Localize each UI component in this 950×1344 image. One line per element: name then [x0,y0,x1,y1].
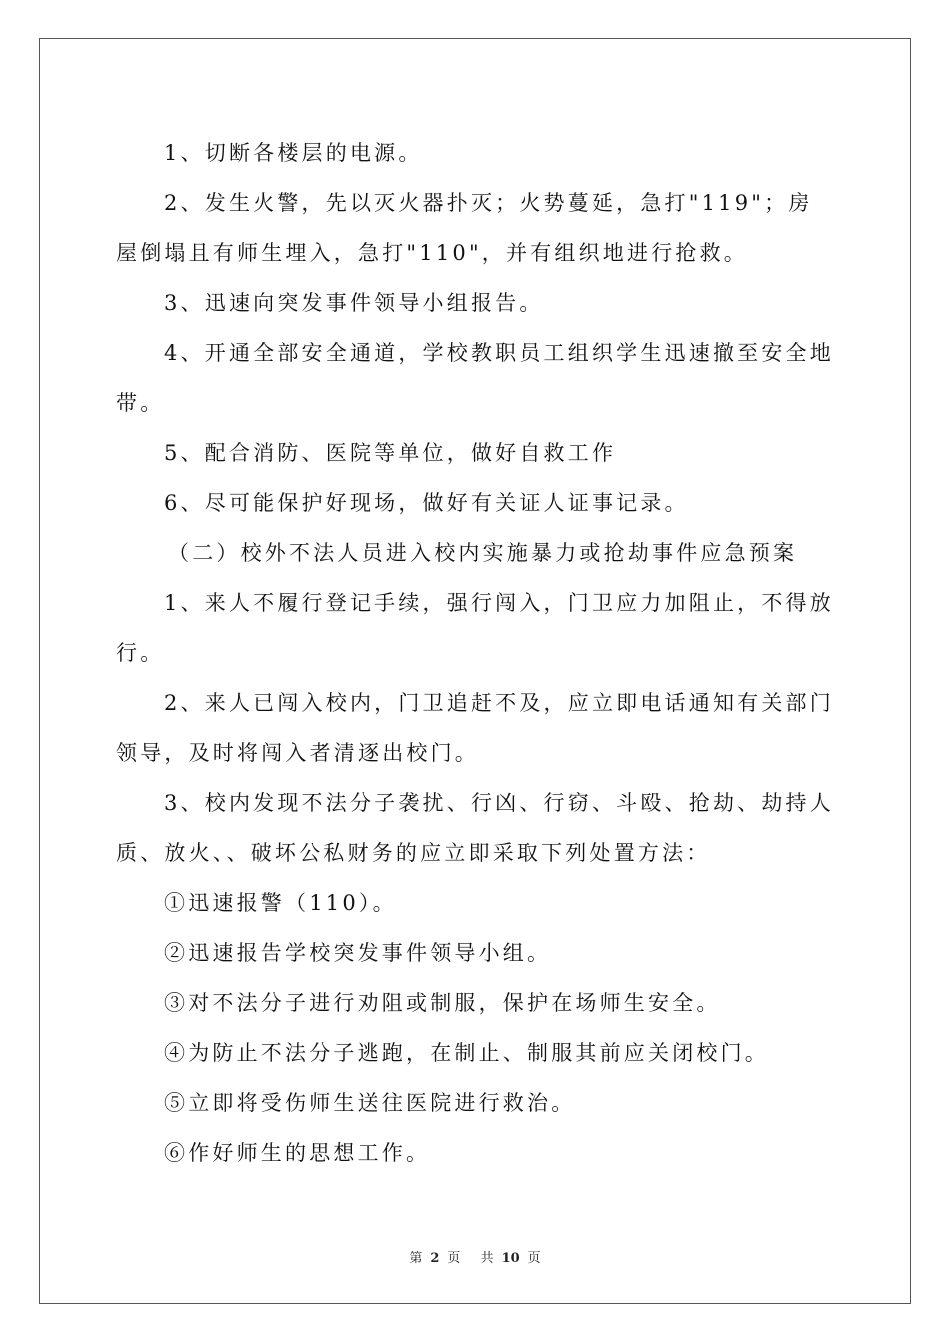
page-footer [0,1247,950,1266]
paragraph-9: 2、来人已闯入校内，门卫追赶不及，应立即电话通知有关部门领导，及时将闯入者清逐出校门。 [116,691,834,765]
document-body [116,128,836,1178]
paragraph-2: 2、发生火警，先以灭火器扑灭；火势蔓延，急打"119"；房屋倒塌且有师生埋入，急打"110"，并有组织地进行抢救。 [116,191,813,265]
paragraph-3: 3、迅速向突发事件领导小组报告。 [164,291,544,315]
paragraph-8: 1、来人不履行登记手续，强行闯入，门卫应力加阻止，不得放行。 [116,591,834,665]
list-item-1: ①迅速报警（110）。 [164,891,397,915]
list-item-5: ⑤立即将受伤师生送往医院进行救治。 [164,1091,576,1115]
total-pages: 共 10 页 [480,1251,541,1266]
paragraph-5: 5、配合消防、医院等单位，做好自救工作 [164,441,617,465]
paragraph-1: 1、切断各楼层的电源。 [164,141,423,165]
section-heading: （二）校外不法人员进入校内实施暴力或抢劫事件应急预案 [168,541,798,565]
list-item-6: ⑥作好师生的思想工作。 [164,1141,431,1165]
paragraph-10: 3、校内发现不法分子袭扰、行凶、行窃、斗殴、抢劫、劫持人质、放火、、破坏公私财务的应立即采取下列处置方法： [116,791,834,865]
list-item-4: ④为防止不法分子逃跑，在制止、制服其前应关闭校门。 [164,1041,769,1065]
page-number: 第 2 页 [409,1251,461,1266]
paragraph-6: 6、尽可能保护好现场，做好有关证人证事记录。 [164,491,689,515]
list-item-2: ②迅速报告学校突发事件领导小组。 [164,941,552,965]
list-item-3: ③对不法分子进行劝阻或制服，保护在场师生安全。 [164,991,721,1015]
paragraph-4: 4、开通全部安全通道，学校教职员工组织学生迅速撤至安全地带。 [116,341,834,415]
